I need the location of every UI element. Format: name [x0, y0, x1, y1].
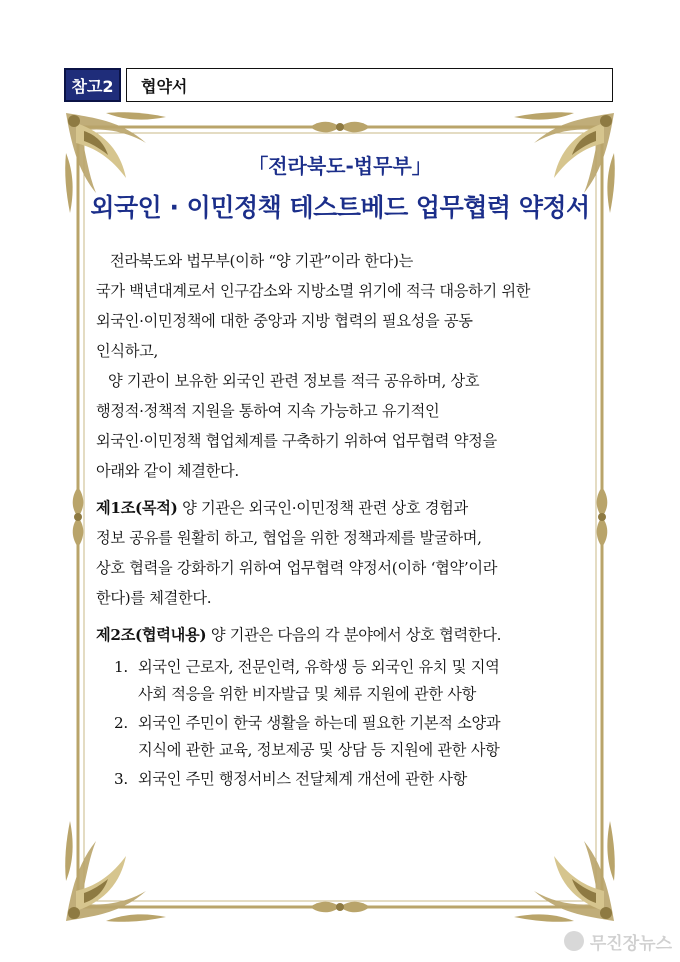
watermark-text: 무진장뉴스	[589, 933, 672, 954]
preamble-paragraph-1	[96, 246, 584, 366]
preamble-1-line-2: 국가 백년대계로서 인구감소와 지방소멸 위기에 적극 대응하기 위한	[96, 282, 531, 300]
preamble-2-line-3: 외국인·이민정책 협업체계를 구축하기 위하여 업무협력 약정을	[96, 432, 497, 450]
article-2-line-1: 양 기관은 다음의 각 분야에서 상호 협력한다.	[210, 626, 502, 644]
preamble-1-line-1: 전라북도와 법무부(이하 “양 기관”이라 한다)는	[110, 252, 413, 270]
article-1-heading: 제1조(목적)	[96, 499, 178, 517]
article-2-item-2-line-1: 외국인 주민이 한국 생활을 하는데 필요한 기본적 소양과	[138, 714, 501, 732]
article-1-line-1: 양 기관은 외국인·이민정책 관련 상호 경험과	[182, 499, 468, 517]
preamble-2-line-1: 양 기관이 보유한 외국인 관련 정보를 적극 공유하며, 상호	[108, 372, 480, 390]
article-1-line-2: 정보 공유를 원활히 하고, 협업을 위한 정책과제를 발굴하며,	[96, 529, 482, 547]
article-2-item-2-line-2: 지식에 관한 교육, 정보제공 및 상담 등 지원에 관한 사항	[138, 741, 500, 759]
article-2-item-1-line-2: 사회 적응을 위한 비자발급 및 체류 지원에 관한 사항	[138, 685, 477, 703]
article-1	[96, 493, 584, 613]
preamble-2-line-4: 아래와 같이 체결한다.	[96, 462, 239, 480]
reference-badge: 참고2	[64, 68, 121, 102]
preamble-1-line-4: 인식하고,	[96, 342, 159, 360]
document-title-parties: 「전라북도-법무부」	[248, 154, 432, 178]
preamble-1-line-3: 외국인·이민정책에 대한 중앙과 지방 협력의 필요성을 공동	[96, 312, 473, 330]
watermark-logo-icon	[564, 931, 584, 951]
reference-title: 협약서	[126, 68, 613, 102]
article-2-item-3-line-1: 외국인 주민 행정서비스 전달체계 개선에 관한 사항	[138, 770, 467, 788]
article-2-item-3-number: 3.	[114, 770, 128, 788]
article-2-item-2-number: 2.	[114, 714, 128, 732]
article-2	[96, 620, 584, 650]
preamble-paragraph-2	[96, 366, 584, 486]
article-2-item-1-line-1: 외국인 근로자, 전문인력, 유학생 등 외국인 유치 및 지역	[138, 658, 500, 676]
news-watermark	[564, 928, 672, 954]
preamble-2-line-2: 행정적·정책적 지원을 통하여 지속 가능하고 유기적인	[96, 402, 440, 420]
article-1-line-4: 한다)를 체결한다.	[96, 589, 212, 607]
document-title-main: 외국인 · 이민정책 테스트베드 업무협력 약정서	[90, 193, 590, 222]
article-1-line-3: 상호 협력을 강화하기 위하여 업무협력 약정서(이하 ‘협약’이라	[96, 559, 498, 577]
article-2-heading: 제2조(협력내용)	[96, 626, 207, 644]
article-2-item-1-number: 1.	[114, 658, 128, 676]
